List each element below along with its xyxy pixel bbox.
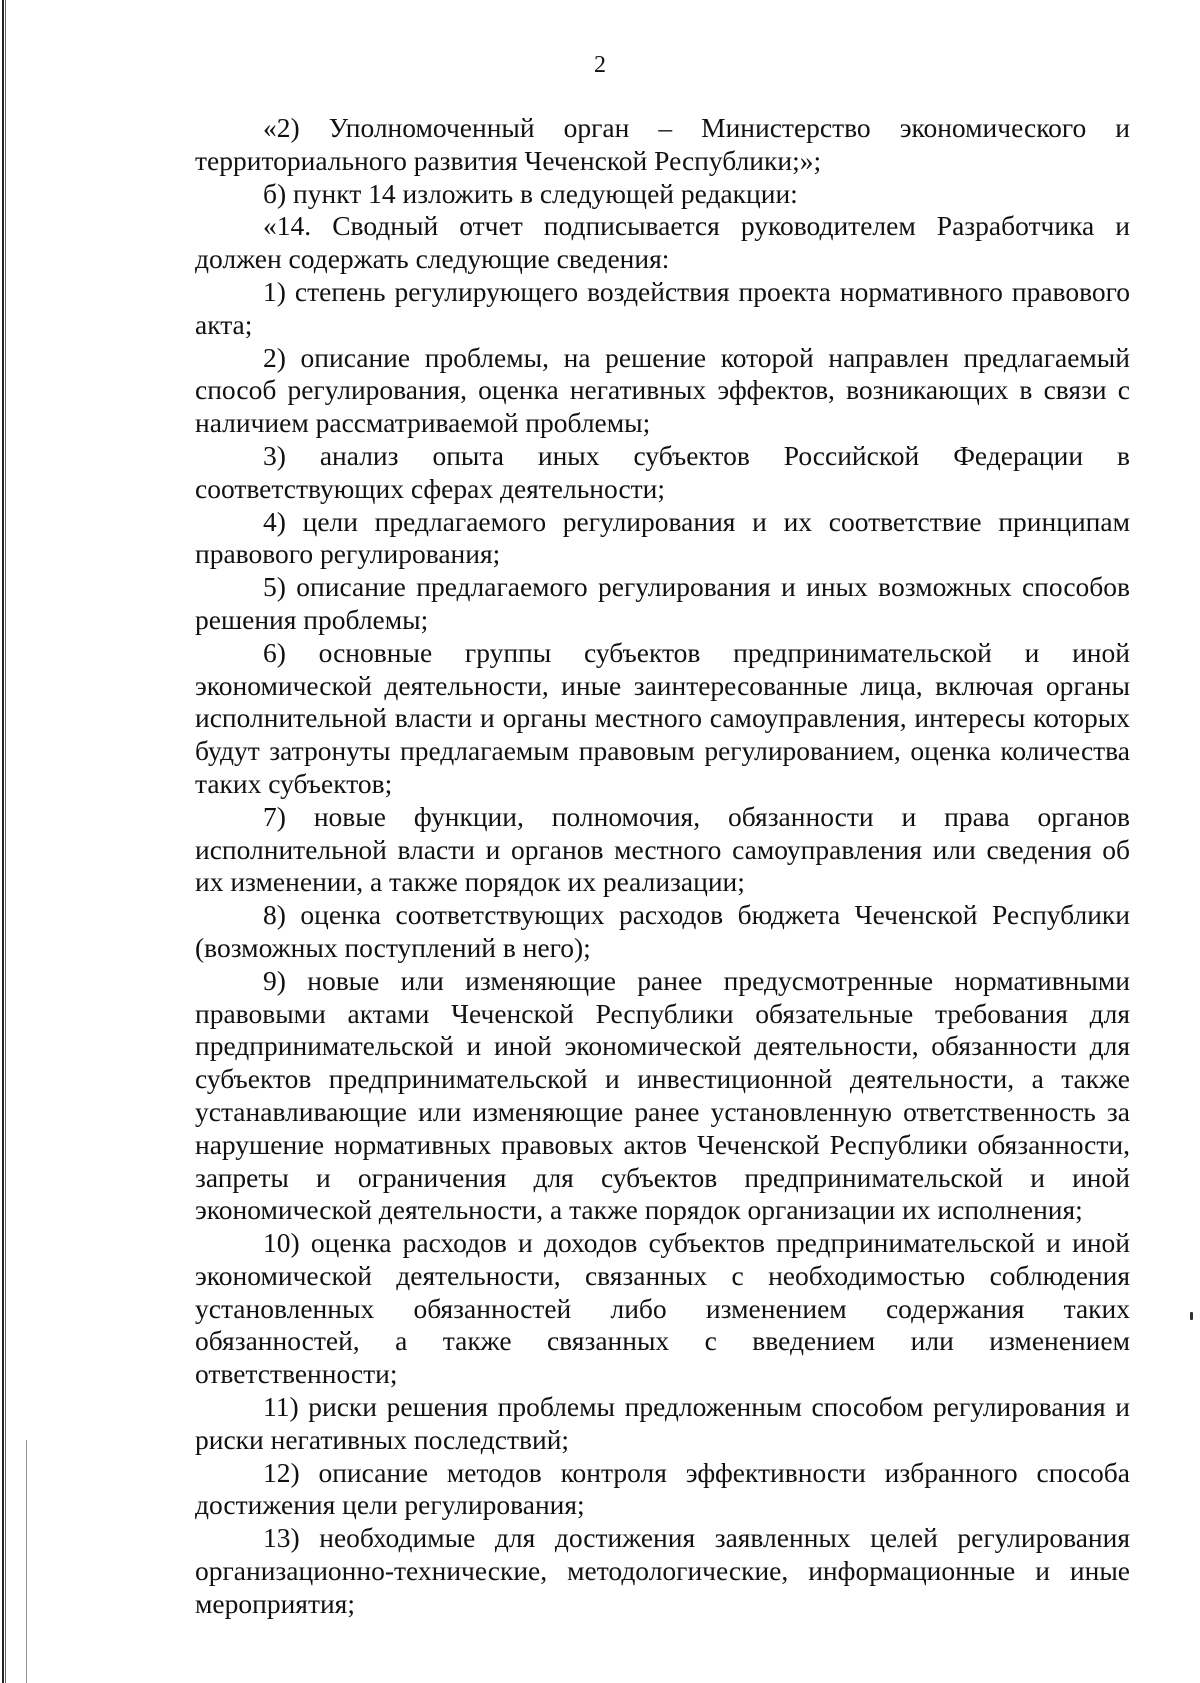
list-item: 13) необходимые для достижения заявленных целей регулирования организационно-технические, методологические, информационные и иные мероприятия; [195,1522,1130,1619]
list-item: 1) степень регулирующего воздействия проекта нормативного правового акта; [195,275,1130,340]
paragraph: б) пункт 14 изложить в следующей редакции: [263,177,798,209]
list-item: 6) основные группы субъектов предпринимательской и иной экономической деятельности, иные заинтересованные лица, включая органы исполнительной власти и органы местного самоуправления, интересы которых будут затронуты предлагаемым правовым регулированием, оценка количества таких субъектов; [195,636,1130,799]
list-item: 9) новые или изменяющие ранее предусмотренные нормативными правовыми актами Чеченской Республики обязательные требования для предпринимательской и иной экономической деятельности, обязанности для субъектов предпринимательской и инвестиционной деятельности, а также устанавливающие или изменяющие ранее установленную ответственность за нарушение нормативных правовых актов Чеченской Республики обязанности, запреты и ограничения для субъектов предпринимательской и иной экономической деятельности, а также порядок организации их исполнения; [195,964,1130,1226]
paragraph: «14. Сводный отчет подписывается руководителем Разработчика и должен содержать следующие сведения: [195,210,1130,275]
list-item: 2) описание проблемы, на решение которой направлен предлагаемый способ регулирования, оценка негативных эффектов, возникающих в связи с наличием рассматриваемой проблемы; [195,341,1130,439]
paragraph: «2) Уполномоченный орган – Министерство экономического и территориального развития Чеченской Республики;»; [195,112,1130,176]
list-item: 4) цели предлагаемого регулирования и их соответствие принципам правового регулирования; [195,505,1130,570]
list-item: 5) описание предлагаемого регулирования и иных возможных способов решения проблемы; [195,571,1130,635]
list-item: 7) новые функции, полномочия, обязанности и права органов исполнительной власти и органов местного самоуправления или сведения об их изменении, а также порядок их реализации; [195,800,1130,898]
list-item: 3) анализ опыта иных субъектов Российской Федерации в соответствующих сферах деятельности; [195,439,1130,504]
list-item: 8) оценка соответствующих расходов бюджета Чеченской Республики (возможных поступлений в него); [195,899,1130,963]
list-item: 12) описание методов контроля эффективности избранного способа достижения цели регулирования; [195,1456,1130,1521]
scan-edge-line [2,0,6,1683]
page-number: 2 [594,52,606,78]
list-item: 10) оценка расходов и доходов субъектов предпринимательской и иной экономической деятельности, связанных с необходимостью соблюдения установленных обязанностей либо изменением содержания таких обязанностей, а также связанных с введением или изменением ответственности; [195,1227,1130,1390]
scan-speck [1190,1312,1193,1320]
list-item: 11) риски решения проблемы предложенным способом регулирования и риски негативных последствий; [195,1391,1130,1455]
document-body [195,112,1130,1621]
scan-edge-line-secondary [26,1440,27,1683]
